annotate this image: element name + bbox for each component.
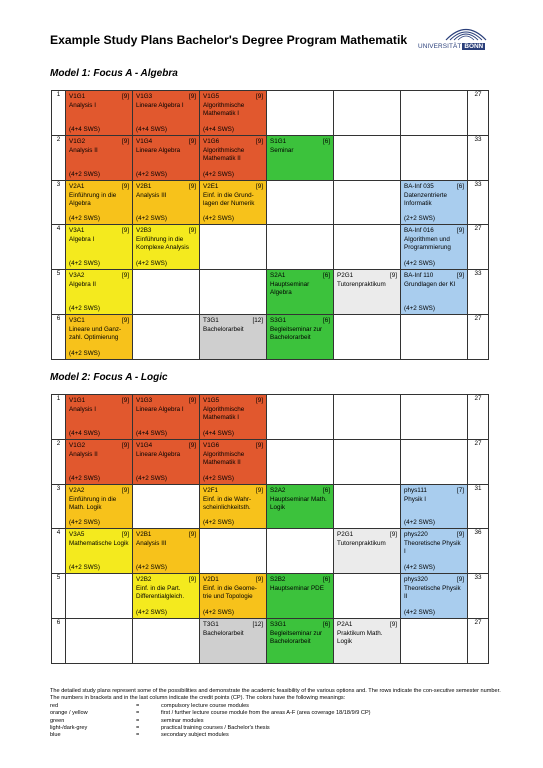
module-code: BA-Inf 016: [404, 227, 434, 234]
module-cell: [267, 574, 334, 619]
module-credits: [9]: [255, 487, 263, 494]
module-cell: [200, 136, 267, 181]
module-cell: [66, 181, 133, 225]
university-logo: [418, 23, 494, 55]
module-name: Tutorenpraktikum: [337, 540, 386, 548]
module-credits: [9]: [188, 93, 196, 100]
legend-item: [50, 703, 510, 710]
module-sws: (4+4 SWS): [69, 429, 100, 437]
module-credits: [9]: [121, 397, 129, 404]
empty-cell: [267, 529, 334, 574]
module-credits: [9]: [255, 183, 263, 190]
empty-cell: [267, 91, 334, 136]
module-cell: [66, 485, 133, 529]
empty-cell: [133, 619, 200, 664]
legend-item: [50, 718, 510, 725]
module-cell: [66, 395, 133, 440]
legend-equals: =: [136, 710, 140, 717]
module-name: Begleitseminar zur Bachelorarbeit: [270, 630, 323, 646]
module-credits: [9]: [456, 272, 464, 279]
module-credits: [9]: [389, 621, 397, 628]
module-credits: [9]: [188, 227, 196, 234]
module-name: Bachelorarbeit: [203, 326, 244, 334]
module-credits: [6]: [322, 621, 330, 628]
module-credits: [9]: [188, 183, 196, 190]
empty-cell: [267, 225, 334, 270]
module-name: Algorithmische Mathematik II: [203, 451, 245, 467]
module-name: Analysis I: [69, 406, 96, 414]
module-name: Lineare Algebra: [136, 451, 181, 459]
logo-university-text: UNIVERSITÄT: [418, 43, 462, 50]
module-cell: [66, 529, 133, 574]
legend-meaning: compulsory lecture course modules: [161, 702, 249, 709]
empty-cell: [334, 136, 401, 181]
footer-notes: [50, 688, 510, 740]
semester-row: [52, 270, 489, 315]
credit-points-total: 36: [468, 529, 489, 574]
module-code: V1G3: [136, 397, 153, 404]
module-credits: [9]: [121, 487, 129, 494]
legend-color-name: orange / yellow: [50, 710, 88, 717]
module-name: Hauptseminar Math. Logik: [270, 496, 327, 512]
module-cell: [66, 315, 133, 360]
module-name: Einführung in die Math. Logik: [69, 496, 117, 512]
empty-cell: [401, 136, 468, 181]
module-code: V3C1: [69, 317, 85, 324]
module-code: V2B1: [136, 531, 152, 538]
module-code: V1G4: [136, 442, 153, 449]
legend-item: [50, 732, 510, 739]
module-code: S2B2: [270, 576, 286, 583]
module-sws: (4+4 SWS): [69, 125, 100, 133]
empty-cell: [334, 485, 401, 529]
module-sws: (2+2 SWS): [404, 214, 435, 222]
module-code: V2D1: [203, 576, 219, 583]
legend-meaning: first / further lecture course module from the areas A-F (area coverage 18/18/9/9 CP): [161, 710, 371, 717]
empty-cell: [133, 485, 200, 529]
credit-points-total: 33: [468, 181, 489, 225]
module-code: V1G6: [203, 442, 220, 449]
module-cell: [66, 136, 133, 181]
logo-wordmark: [418, 42, 494, 52]
credit-points-total: 33: [468, 270, 489, 315]
module-credits: [9]: [255, 93, 263, 100]
model2-table: [51, 394, 489, 664]
module-name: Algorithmische Mathematik II: [203, 147, 245, 163]
module-code: V1G2: [69, 138, 86, 145]
module-cell: [66, 270, 133, 315]
module-name: Einführung in die Algebra: [69, 192, 117, 208]
module-cell: [200, 619, 267, 664]
module-code: V3A2: [69, 272, 85, 279]
credit-points-total: 27: [468, 440, 489, 485]
credit-points-total: 31: [468, 485, 489, 529]
empty-cell: [200, 270, 267, 315]
module-code: V2B3: [136, 227, 152, 234]
module-sws: (4+2 SWS): [404, 563, 435, 571]
module-name: Einf. in die Grund-lagen der Numerik: [203, 192, 255, 208]
empty-cell: [200, 529, 267, 574]
module-code: S3G1: [270, 317, 287, 324]
module-credits: [9]: [188, 442, 196, 449]
module-name: Begleitseminar zur Bachelorarbeit: [270, 326, 323, 342]
module-code: V1G5: [203, 93, 220, 100]
module-credits: [6]: [322, 576, 330, 583]
module-cell: [133, 529, 200, 574]
empty-cell: [334, 395, 401, 440]
module-credits: [9]: [255, 397, 263, 404]
module-code: V2E1: [203, 183, 219, 190]
module-credits: [12]: [252, 621, 263, 628]
module-name: Analysis II: [69, 147, 98, 155]
legend-item: [50, 725, 510, 732]
module-code: S2A2: [270, 487, 286, 494]
module-sws: (4+2 SWS): [69, 214, 100, 222]
module-sws: (4+2 SWS): [136, 563, 167, 571]
module-code: S1G1: [270, 138, 287, 145]
module-sws: (4+2 SWS): [404, 518, 435, 526]
module-cell: [200, 395, 267, 440]
module-credits: [6]: [322, 138, 330, 145]
module-code: V1G4: [136, 138, 153, 145]
module-name: Einf. in die Geome-trie und Topologie: [203, 585, 257, 601]
module-cell: [200, 181, 267, 225]
module-credits: [9]: [188, 397, 196, 404]
module-name: Mathematische Logik: [69, 540, 129, 548]
module-credits: [9]: [121, 138, 129, 145]
module-name: Analysis I: [69, 102, 96, 110]
module-credits: [9]: [121, 93, 129, 100]
module-cell: [133, 395, 200, 440]
module-cell: [200, 440, 267, 485]
module-cell: [133, 574, 200, 619]
module-cell: [66, 225, 133, 270]
credit-points-total: 27: [468, 619, 489, 664]
module-name: Lineare Algebra I: [136, 406, 184, 414]
module-name: Analysis III: [136, 540, 167, 548]
semester-number: 5: [52, 574, 66, 619]
module-code: BA-Inf 035: [404, 183, 434, 190]
empty-cell: [334, 440, 401, 485]
module-credits: [9]: [456, 227, 464, 234]
model1-table: [51, 90, 489, 360]
module-name: Praktikum Math. Logik: [337, 630, 383, 646]
module-credits: [9]: [188, 576, 196, 583]
module-name: Theoretische Physik I: [404, 540, 461, 556]
module-sws: (4+2 SWS): [69, 474, 100, 482]
semester-number: 6: [52, 619, 66, 664]
module-sws: (4+2 SWS): [203, 608, 234, 616]
semester-row: [52, 440, 489, 485]
module-credits: [9]: [121, 442, 129, 449]
module-cell: [133, 440, 200, 485]
module-credits: [9]: [188, 138, 196, 145]
module-cell: [334, 529, 401, 574]
empty-cell: [401, 619, 468, 664]
module-code: S2A1: [270, 272, 286, 279]
module-code: V1G1: [69, 397, 86, 404]
module-cell: [200, 574, 267, 619]
module-cell: [401, 225, 468, 270]
module-name: Hauptseminar Algebra: [270, 281, 310, 297]
empty-cell: [267, 440, 334, 485]
module-code: P2G1: [337, 531, 354, 538]
module-name: Physik I: [404, 496, 427, 504]
color-legend: [50, 703, 510, 740]
module-sws: (4+2 SWS): [69, 518, 100, 526]
module-name: Algorithmische Mathematik I: [203, 406, 245, 422]
module-sws: (4+2 SWS): [69, 349, 100, 357]
empty-cell: [267, 181, 334, 225]
module-credits: [12]: [252, 317, 263, 324]
module-sws: (4+2 SWS): [404, 608, 435, 616]
empty-cell: [334, 91, 401, 136]
module-sws: (4+2 SWS): [136, 170, 167, 178]
module-credits: [9]: [121, 183, 129, 190]
module-credits: [9]: [121, 317, 129, 324]
credit-points-total: 27: [468, 315, 489, 360]
module-code: V2B2: [136, 576, 152, 583]
empty-cell: [401, 395, 468, 440]
module-code: phys220: [404, 531, 428, 538]
credit-points-total: 33: [468, 136, 489, 181]
semester-row: [52, 225, 489, 270]
semester-number: 2: [52, 440, 66, 485]
module-credits: [9]: [389, 531, 397, 538]
semester-number: 5: [52, 270, 66, 315]
module-credits: [9]: [255, 442, 263, 449]
module-code: BA-Inf 110: [404, 272, 434, 279]
model1-heading: Model 1: Focus A - Algebra: [50, 68, 178, 79]
semester-row: [52, 181, 489, 225]
module-name: Algebra I: [69, 236, 95, 244]
logo-bonn-text: BONN: [464, 43, 484, 50]
module-name: Datenzentrierte Informatik: [404, 192, 448, 208]
legend-equals: =: [136, 732, 140, 739]
module-name: Hauptseminar PDE: [270, 585, 324, 593]
module-cell: [66, 440, 133, 485]
module-cell: [133, 91, 200, 136]
module-code: phys111: [404, 487, 427, 494]
module-sws: (4+4 SWS): [203, 429, 234, 437]
legend-meaning: secondary subject modules: [161, 732, 229, 739]
semester-number: 4: [52, 529, 66, 574]
module-credits: [9]: [188, 531, 196, 538]
module-cell: [267, 315, 334, 360]
module-credits: [9]: [121, 272, 129, 279]
module-code: T3G1: [203, 317, 219, 324]
module-code: V1G5: [203, 397, 220, 404]
module-sws: (4+2 SWS): [203, 170, 234, 178]
module-cell: [133, 181, 200, 225]
legend-item: [50, 710, 510, 717]
empty-cell: [334, 574, 401, 619]
model2-heading: Model 2: Focus A - Logic: [50, 372, 168, 383]
empty-cell: [401, 315, 468, 360]
module-name: Algorithmen und Programmierung: [404, 236, 451, 252]
legend-color-name: blue: [50, 732, 61, 739]
module-code: V3A1: [69, 227, 85, 234]
module-credits: [9]: [121, 531, 129, 538]
semester-number: 3: [52, 181, 66, 225]
module-name: Algebra II: [69, 281, 96, 289]
module-sws: (4+4 SWS): [136, 429, 167, 437]
semester-row: [52, 315, 489, 360]
semester-row: [52, 529, 489, 574]
footer-text: The detailed study plans represent some of the possibilities and demonstrate the academic feasibility of the various options and. The rows indicate the con-secutive semester number. The numbers in brackets and in the last column indicate the credit points (CP). The colors have the following meanings:: [50, 688, 501, 702]
module-sws: (4+2 SWS): [69, 304, 100, 312]
module-name: Tutorenpraktikum: [337, 281, 386, 289]
semester-row: [52, 485, 489, 529]
empty-cell: [66, 619, 133, 664]
legend-color-name: green: [50, 717, 65, 724]
legend-equals: =: [136, 702, 140, 709]
empty-cell: [401, 91, 468, 136]
module-sws: (4+2 SWS): [69, 563, 100, 571]
module-credits: [6]: [322, 487, 330, 494]
empty-cell: [267, 395, 334, 440]
empty-cell: [334, 181, 401, 225]
empty-cell: [66, 574, 133, 619]
module-code: V1G3: [136, 93, 153, 100]
module-sws: (4+2 SWS): [136, 608, 167, 616]
module-code: V3A5: [69, 531, 85, 538]
module-code: phys320: [404, 576, 428, 583]
semester-number: 1: [52, 91, 66, 136]
legend-color-name: red: [50, 702, 59, 709]
module-cell: [200, 315, 267, 360]
credit-points-total: 27: [468, 395, 489, 440]
module-name: Lineare und Ganz-zahl. Optimierung: [69, 326, 122, 342]
module-credits: [9]: [121, 227, 129, 234]
module-cell: [334, 619, 401, 664]
module-code: V2A1: [69, 183, 85, 190]
module-name: Analysis II: [69, 451, 98, 459]
module-credits: [7]: [456, 487, 464, 494]
legend-equals: =: [136, 717, 140, 724]
semester-row: [52, 136, 489, 181]
module-sws: (4+4 SWS): [136, 125, 167, 133]
semester-number: 2: [52, 136, 66, 181]
module-name: Theoretische Physik II: [404, 585, 461, 601]
module-sws: (4+2 SWS): [404, 304, 435, 312]
module-cell: [133, 225, 200, 270]
semester-row: [52, 619, 489, 664]
module-sws: (4+4 SWS): [203, 125, 234, 133]
module-sws: (4+2 SWS): [203, 474, 234, 482]
empty-cell: [133, 315, 200, 360]
legend-meaning: practical training courses / Bachelor's thesis: [161, 725, 270, 732]
module-name: Einf. in die Wahr-scheinlichkeitsth.: [203, 496, 252, 512]
module-sws: (4+2 SWS): [136, 259, 167, 267]
module-code: V1G1: [69, 93, 86, 100]
module-credits: [6]: [322, 272, 330, 279]
module-sws: (4+2 SWS): [136, 214, 167, 222]
empty-cell: [200, 225, 267, 270]
module-credits: [9]: [456, 531, 464, 538]
credit-points-total: 27: [468, 91, 489, 136]
module-cell: [200, 485, 267, 529]
legend-meaning: seminar modules: [161, 717, 204, 724]
module-cell: [401, 270, 468, 315]
module-credits: [9]: [255, 576, 263, 583]
module-cell: [401, 485, 468, 529]
module-code: P2A1: [337, 621, 353, 628]
module-cell: [401, 529, 468, 574]
module-credits: [9]: [456, 576, 464, 583]
page-title: Example Study Plans Bachelor's Degree Program Mathematik: [50, 33, 408, 47]
module-name: Einf. in die Part. Differentialgleich.: [136, 585, 185, 601]
module-name: Analysis III: [136, 192, 167, 200]
module-cell: [66, 91, 133, 136]
module-code: S3G1: [270, 621, 287, 628]
module-cell: [267, 136, 334, 181]
semester-number: 6: [52, 315, 66, 360]
semester-number: 1: [52, 395, 66, 440]
module-cell: [267, 270, 334, 315]
module-name: Algorithmische Mathematik I: [203, 102, 245, 118]
empty-cell: [401, 440, 468, 485]
module-credits: [6]: [322, 317, 330, 324]
module-code: V1G6: [203, 138, 220, 145]
module-name: Seminar: [270, 147, 294, 155]
module-cell: [267, 619, 334, 664]
empty-cell: [334, 225, 401, 270]
semester-row: [52, 574, 489, 619]
module-name: Bachelorarbeit: [203, 630, 244, 638]
module-sws: (4+2 SWS): [203, 214, 234, 222]
legend-color-name: light-/dark-grey: [50, 725, 88, 732]
module-sws: (4+2 SWS): [69, 170, 100, 178]
module-sws: (4+2 SWS): [136, 474, 167, 482]
module-cell: [267, 485, 334, 529]
module-code: V2B1: [136, 183, 152, 190]
module-cell: [401, 181, 468, 225]
module-name: Grundlagen der KI: [404, 281, 456, 289]
module-cell: [401, 574, 468, 619]
credit-points-total: 27: [468, 225, 489, 270]
module-credits: [9]: [389, 272, 397, 279]
module-credits: [6]: [456, 183, 464, 190]
credit-points-total: 33: [468, 574, 489, 619]
module-cell: [334, 270, 401, 315]
module-code: P2G1: [337, 272, 354, 279]
empty-cell: [133, 270, 200, 315]
module-code: V1G2: [69, 442, 86, 449]
module-credits: [9]: [255, 138, 263, 145]
module-name: Lineare Algebra: [136, 147, 181, 155]
module-cell: [133, 136, 200, 181]
module-sws: (4+2 SWS): [203, 518, 234, 526]
semester-row: [52, 91, 489, 136]
module-code: T3G1: [203, 621, 219, 628]
module-name: Lineare Algebra I: [136, 102, 184, 110]
module-cell: [200, 91, 267, 136]
semester-number: 4: [52, 225, 66, 270]
legend-equals: =: [136, 725, 140, 732]
module-code: V2F1: [203, 487, 219, 494]
module-sws: (4+2 SWS): [404, 259, 435, 267]
empty-cell: [334, 315, 401, 360]
semester-number: 3: [52, 485, 66, 529]
semester-row: [52, 395, 489, 440]
module-name: Einführung in die Komplexe Analysis: [136, 236, 189, 252]
logo-arc-icon: [444, 23, 488, 41]
module-sws: (4+2 SWS): [69, 259, 100, 267]
module-code: V2A2: [69, 487, 85, 494]
